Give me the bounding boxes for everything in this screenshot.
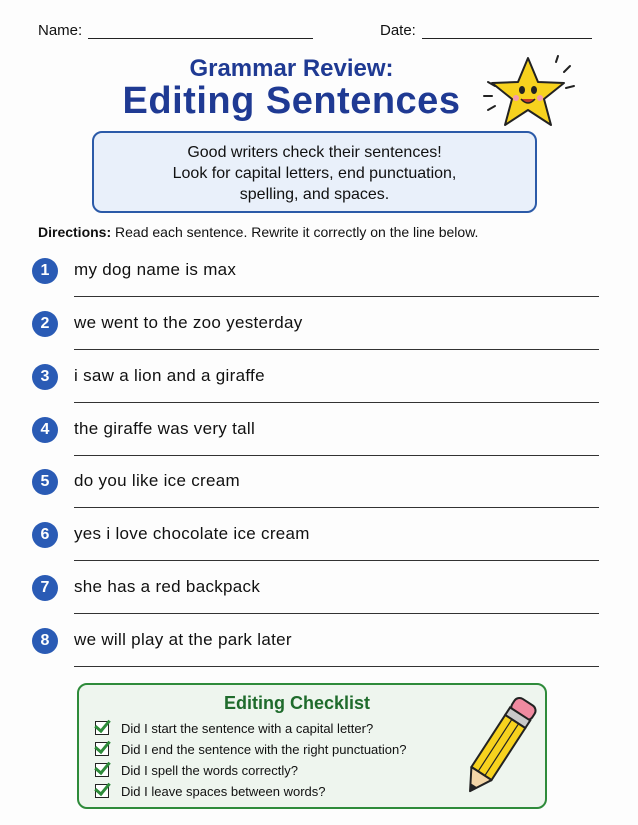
date-label: Date: bbox=[380, 22, 416, 39]
sentence-item bbox=[32, 417, 602, 470]
sentence-item bbox=[32, 311, 602, 364]
sentence-text: my dog name is max bbox=[74, 260, 237, 279]
checklist-item-text: Did I start the sentence with a capital letter? bbox=[121, 721, 374, 736]
checklist-title: Editing Checklist bbox=[223, 693, 371, 713]
directions-label: Directions: bbox=[38, 224, 112, 240]
checklist-item bbox=[95, 721, 373, 736]
sentence-item bbox=[32, 364, 602, 417]
sentence-number-badge: 1 bbox=[32, 258, 58, 284]
sentence-item bbox=[32, 469, 602, 522]
sentence-number-badge: 6 bbox=[32, 522, 58, 548]
sentence-text: we went to the zoo yesterday bbox=[74, 313, 303, 332]
sentence-text: i saw a lion and a giraffe bbox=[74, 366, 265, 385]
checkbox-checked-icon[interactable] bbox=[95, 784, 109, 798]
answer-line[interactable] bbox=[74, 666, 599, 667]
answer-line[interactable] bbox=[74, 349, 599, 350]
pencil-icon bbox=[455, 686, 545, 804]
checklist-item bbox=[95, 742, 406, 757]
page-title: Editing Sentences bbox=[122, 80, 461, 122]
checkbox-checked-icon[interactable] bbox=[95, 721, 109, 735]
sentence-item bbox=[32, 522, 602, 575]
directions bbox=[38, 224, 478, 240]
sentence-text: do you like ice cream bbox=[74, 471, 240, 490]
sentence-text: the giraffe was very tall bbox=[74, 419, 256, 438]
sentence-number-badge: 7 bbox=[32, 575, 58, 601]
checkbox-checked-icon[interactable] bbox=[95, 763, 109, 777]
sentence-text: we will play at the park later bbox=[74, 630, 292, 649]
directions-text: Read each sentence. Rewrite it correctly on the line below. bbox=[111, 224, 479, 240]
intro-line-3: spelling, and spaces. bbox=[239, 186, 390, 203]
intro-line-2: Look for capital letters, end punctuation, bbox=[172, 165, 457, 182]
smiling-star-icon bbox=[478, 52, 576, 134]
answer-line[interactable] bbox=[74, 296, 599, 297]
checklist-item-text: Did I end the sentence with the right punctuation? bbox=[121, 742, 407, 757]
date-blank-line[interactable] bbox=[422, 25, 592, 39]
name-blank-line[interactable] bbox=[88, 25, 313, 39]
sentence-text: yes i love chocolate ice cream bbox=[74, 524, 310, 543]
sentence-number-badge: 2 bbox=[32, 311, 58, 337]
answer-line[interactable] bbox=[74, 613, 599, 614]
sentence-text: she has a red backpack bbox=[74, 577, 261, 596]
sentence-item bbox=[32, 628, 602, 681]
sentence-number-badge: 4 bbox=[32, 417, 58, 443]
answer-line[interactable] bbox=[74, 560, 599, 561]
sentence-item bbox=[32, 575, 602, 628]
checklist-item-text: Did I leave spaces between words? bbox=[121, 784, 326, 799]
sentence-number-badge: 5 bbox=[32, 469, 58, 495]
date-field[interactable] bbox=[380, 22, 592, 39]
checklist-item bbox=[95, 784, 326, 799]
intro-box bbox=[92, 131, 537, 213]
answer-line[interactable] bbox=[74, 402, 599, 403]
intro-line-1: Good writers check their sentences! bbox=[187, 144, 442, 161]
answer-line[interactable] bbox=[74, 455, 599, 456]
checkbox-checked-icon[interactable] bbox=[95, 742, 109, 756]
sentence-number-badge: 8 bbox=[32, 628, 58, 654]
sentence-number-badge: 3 bbox=[32, 364, 58, 390]
sentence-item bbox=[32, 258, 602, 311]
name-field[interactable] bbox=[38, 22, 313, 39]
name-label: Name: bbox=[38, 22, 83, 39]
title-subheading: Grammar Review: bbox=[189, 55, 394, 82]
checklist-item-text: Did I spell the words correctly? bbox=[121, 763, 299, 778]
answer-line[interactable] bbox=[74, 507, 599, 508]
checklist-item bbox=[95, 763, 298, 778]
